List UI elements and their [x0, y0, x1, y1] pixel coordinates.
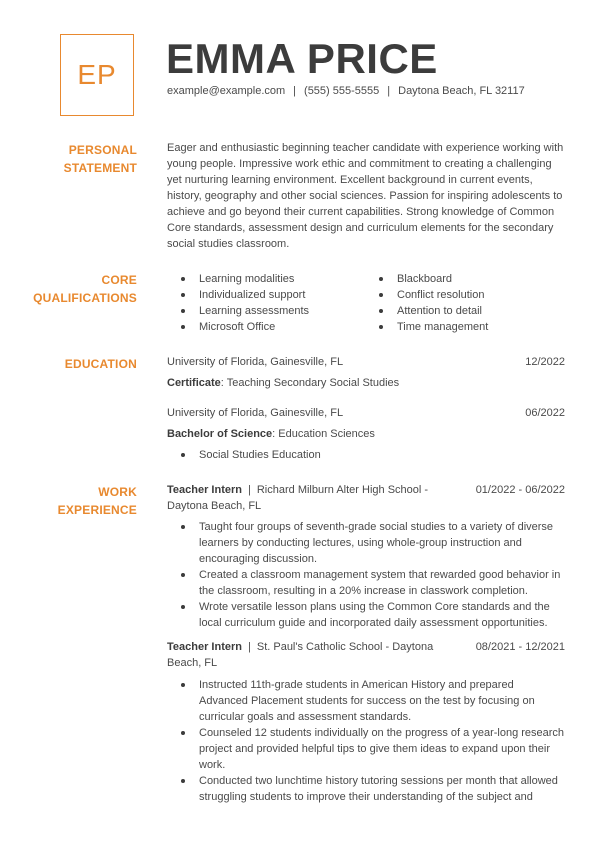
list-item: Learning modalities [167, 271, 357, 287]
job-separator: | [248, 641, 251, 653]
list-item: Wrote versatile lesson plans using the Common Core standards and the local curriculum guide and incorporated daily assessment opportunities. [167, 599, 565, 631]
section-title-work-experience [58, 483, 137, 519]
school-name: University of Florida, Gainesville, FL [167, 407, 344, 419]
job-employer: St. Paul's Catholic School - Daytona [256, 641, 434, 653]
job-header [167, 639, 565, 671]
contact-separator: | [293, 85, 297, 97]
job-employer: Richard Milburn Alter High School - [256, 484, 429, 496]
education-entry-degree [167, 426, 565, 442]
contact-line [167, 84, 525, 98]
section-title-line: CORE [101, 273, 137, 287]
job-title-line [167, 639, 437, 655]
list-item: Learning assessments [167, 303, 357, 319]
list-item: Counseled 12 students individually on the progress of a year-long research project and provided helpful tips to give them ideas to expand upon their work. [167, 725, 565, 773]
section-title-line: PERSONAL [68, 143, 137, 157]
degree-field: : Education Sciences [272, 428, 375, 440]
monogram-logo: EP [60, 34, 134, 116]
degree-field: : Teaching Secondary Social Studies [220, 377, 400, 389]
education-date: 06/2022 [525, 407, 565, 419]
education-entry-school [167, 405, 565, 421]
list-item: Taught four groups of seventh-grade social studies to a variety of diverse learners by conducting lectures, using whole-group instruction and encouraging discussion. [167, 519, 565, 567]
list-item: Social Studies Education [167, 447, 565, 463]
section-title-education [65, 355, 137, 373]
degree-name: Certificate [167, 377, 221, 389]
education-bullets [167, 447, 565, 463]
job-title-line [167, 482, 437, 498]
personal-statement-text: Eager and enthusiastic beginning teacher candidate with experience working with young people. Impressive work ethic and commitment to creating a challenging yet nurturing learning environment. Excellent background in current events, history, geography and other social sciences. Passion for inspiring adolescents to achieve and go beyond their current capabilities. Strong knowledge of Common Core standards, assessment design and curriculum elements for the secondary social studies classroom. [167, 142, 564, 250]
list-item: Instructed 11th-grade students in American History and prepared Advanced Placement students for success on the test by focusing on curricular goals and assessment standards. [167, 677, 565, 725]
phone-text: (555) 555-5555 [304, 85, 380, 97]
list-item: Conflict resolution [365, 287, 555, 303]
section-title-personal-statement [64, 141, 137, 177]
education-entry-degree [167, 375, 565, 391]
section-title-line: EXPERIENCE [57, 503, 137, 517]
candidate-name: EMMA PRICE [166, 35, 438, 82]
contact-separator: | [387, 85, 391, 97]
job-bullets [167, 519, 565, 631]
job-separator: | [248, 484, 251, 496]
job-date: 01/2022 - 06/2022 [475, 484, 565, 496]
education-entry-school [167, 354, 565, 370]
list-item: Created a classroom management system that rewarded good behavior in the classroom, resulting in a 20% increase in classwork completion. [167, 567, 565, 599]
job-employer-location: Daytona Beach, FL [167, 500, 262, 512]
education-date: 12/2022 [525, 356, 565, 368]
section-title-line: QUALIFICATIONS [33, 291, 137, 305]
job-role: Teacher Intern [167, 641, 242, 653]
section-title-line: STATEMENT [63, 161, 137, 175]
list-item: Attention to detail [365, 303, 555, 319]
list-item: Conducted two lunchtime history tutoring sessions per month that allowed struggling students to improve their understanding of the subject and [167, 773, 565, 805]
qualifications-list-left [167, 271, 357, 335]
job-bullets [167, 677, 565, 805]
job-header [167, 482, 565, 514]
job-date: 08/2021 - 12/2021 [475, 641, 565, 653]
qualifications-list-right [365, 271, 555, 335]
list-item: Blackboard [365, 271, 555, 287]
school-name: University of Florida, Gainesville, FL [167, 356, 344, 368]
location-text: Daytona Beach, FL 32117 [398, 85, 525, 97]
section-title-core-qualifications [33, 271, 137, 307]
list-item: Microsoft Office [167, 319, 357, 335]
degree-name: Bachelor of Science [167, 428, 273, 440]
job-employer-location: Beach, FL [167, 657, 218, 669]
section-title-line: EDUCATION [64, 357, 137, 371]
email-link[interactable]: example@example.com [167, 85, 286, 97]
section-title-line: WORK [98, 485, 137, 499]
list-item: Time management [365, 319, 555, 335]
list-item: Individualized support [167, 287, 357, 303]
job-role: Teacher Intern [167, 484, 242, 496]
